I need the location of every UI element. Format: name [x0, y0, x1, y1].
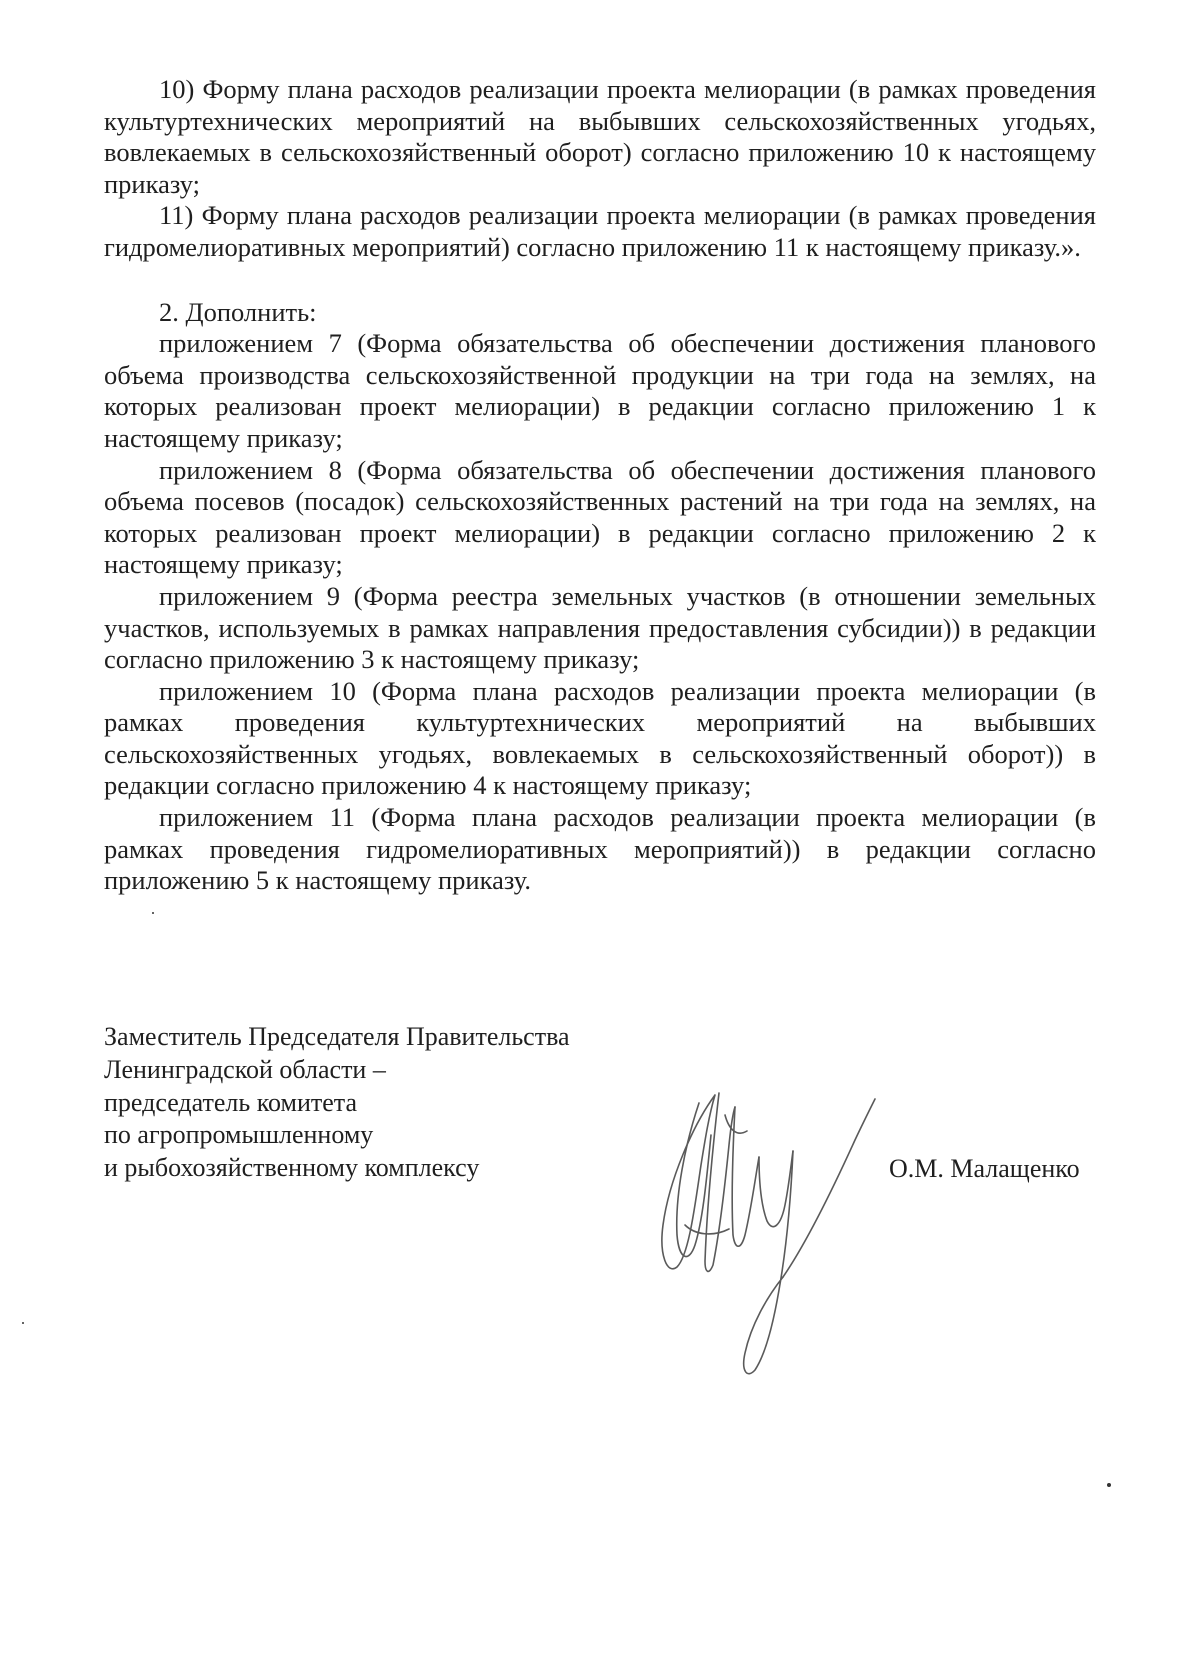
signatory-title-line: и рыбохозяйственному комплексу	[104, 1153, 480, 1183]
scan-speck	[22, 1322, 24, 1324]
scan-speck	[152, 912, 154, 914]
paragraph-item-10: 10) Форму плана расходов реализации проекта мелиорации (в рамках проведения культуртехнических мероприятий на выбывших сельскохозяйственных угодьях, вовлекаемых в сельскохозяйственный оборот) согласно приложению 10 к настоящему приказу;	[104, 74, 1096, 199]
paragraph-appendix-8: приложением 8 (Форма обязательства об обеспечении достижения планового объема посевов (посадок) сельскохозяйственных растений на три года на землях, на которых реализован проект мелиорации) в редакции согласно приложению 2 к настоящему приказу;	[104, 454, 1096, 580]
paragraph-appendix-7: приложением 7 (Форма обязательства об обеспечении достижения планового объема производства сельскохозяйственной продукции на три года на землях, на которых реализован проект мелиорации) в редакции согласно приложению 1 к настоящему приказу;	[104, 328, 1096, 453]
paragraph-appendix-9: приложением 9 (Форма реестра земельных участков (в отношении земельных участков, используемых в рамках направления предоставления субсидии)) в редакции согласно приложению 3 к настоящему приказу;	[104, 580, 1096, 675]
signatory-title-line: Ленинградской области –	[104, 1054, 386, 1084]
signatory-name: О.М. Малащенко	[889, 1154, 1080, 1183]
scan-speck	[1107, 1483, 1111, 1487]
paragraph-item-11: 11) Форму плана расходов реализации проекта мелиорации (в рамках проведения гидромелиоративных мероприятий) согласно приложению 11 к настоящему приказу.».	[104, 200, 1096, 262]
signatory-title-line: по агропромышленному	[104, 1120, 374, 1150]
signatory-title-line: председатель комитета	[104, 1087, 358, 1117]
paragraph-appendix-10: приложением 10 (Форма плана расходов реализации проекта мелиорации (в рамках проведения культуртехнических мероприятий на выбывших сельскохозяйственных угодьях, вовлекаемых в сельскохозяйственный оборот)) в редакции согласно приложению 4 к настоящему приказу;	[104, 675, 1096, 801]
signatory-title-line: Заместитель Председателя Правительства	[104, 1022, 570, 1051]
handwritten-signature	[655, 1085, 885, 1377]
section-heading-2: 2. Дополнить:	[159, 296, 317, 327]
paragraph-appendix-11: приложением 11 (Форма плана расходов реализации проекта мелиорации (в рамках проведения гидромелиоративных мероприятий)) в редакции согласно приложению 5 к настоящему приказу.	[104, 802, 1096, 896]
document-body	[104, 74, 1096, 897]
signatory-title-block	[104, 1021, 570, 1185]
